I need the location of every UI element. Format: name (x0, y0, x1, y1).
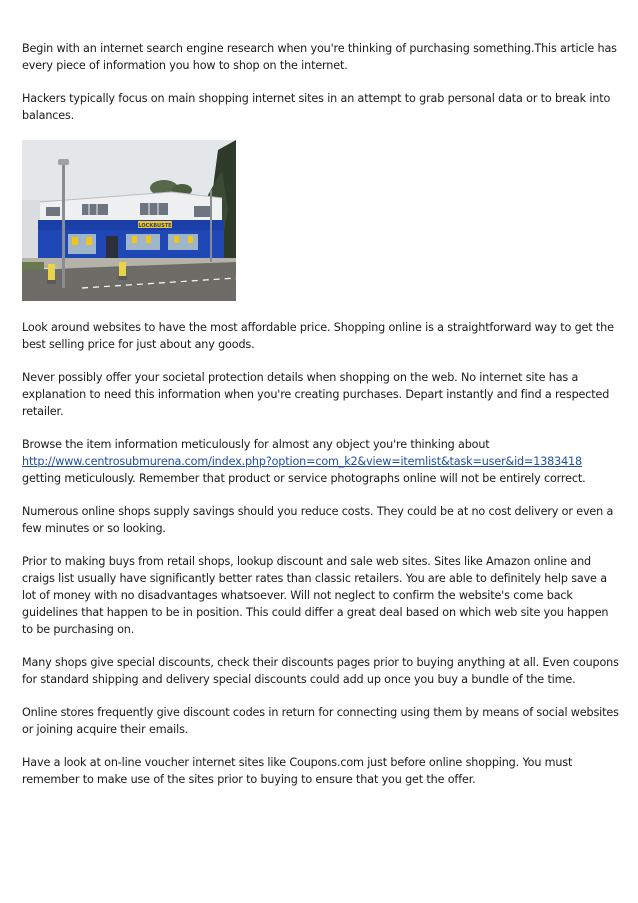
store-sign-text: BLOCKBUSTER (134, 223, 176, 229)
paragraph-compare-prices: Look around websites to have the most affordable price. Shopping online is a straightforward way to get the best selling price for just about any goods. (22, 321, 614, 351)
paragraph-browse-info-lead: Browse the item information meticulously for almost any object you're thinking about (22, 438, 490, 451)
paragraph-browse-info (22, 436, 620, 487)
store-photo (22, 140, 236, 301)
paragraph-retail-lookup: Prior to making buys from retail shops, lookup discount and sale web sites. Sites like Amazon online and craigs list usually have significantly better rates than classic retailers. You are able to definitely help save a lot of money with no disadvantages whatsoever. Will not neglect to confirm the website's come back guidelines that happen to be in position. This could differ a great deal based on which web site you happen to be purchasing on. (22, 555, 609, 636)
centrosubmurena-link[interactable]: http://www.centrosubmurena.com/index.php?option=com_k2&view=itemlist&task=user&id=1383418 (22, 455, 582, 468)
paragraph-voucher-sites: Have a look at on-line voucher internet sites like Coupons.com just before online shopping. You must remember to make use of the sites prior to buying to ensure that you get the offer. (22, 756, 573, 786)
paragraph-social-protection: Never possibly offer your societal protection details when shopping on the web. No internet site has a explanation to need this information when you're creating purchases. Depart instantly and find a respected retailer. (22, 371, 610, 418)
paragraph-discount-codes: Online stores frequently give discount codes in return for connecting using them by means of social websites or joining acquire their emails. (22, 706, 619, 736)
paragraph-intro: Begin with an internet search engine research when you're thinking of purchasing something.This article has every piece of information you how to shop on the internet. (22, 42, 617, 72)
document-page (22, 40, 620, 804)
paragraph-savings: Numerous online shops supply savings should you reduce costs. They could be at no cost delivery or even a few minutes or so looking. (22, 505, 614, 535)
paragraph-browse-info-tail: getting meticulously. Remember that product or service photographs online will not be entirely correct. (22, 472, 586, 485)
paragraph-hackers: Hackers typically focus on main shopping internet sites in an attempt to grab personal data or to break into balances. (22, 92, 611, 122)
paragraph-special-discounts: Many shops give special discounts, check their discounts pages prior to buying anything at all. Even coupons for standard shipping and delivery special discounts could add up once you buy a bundle of the time. (22, 656, 619, 686)
